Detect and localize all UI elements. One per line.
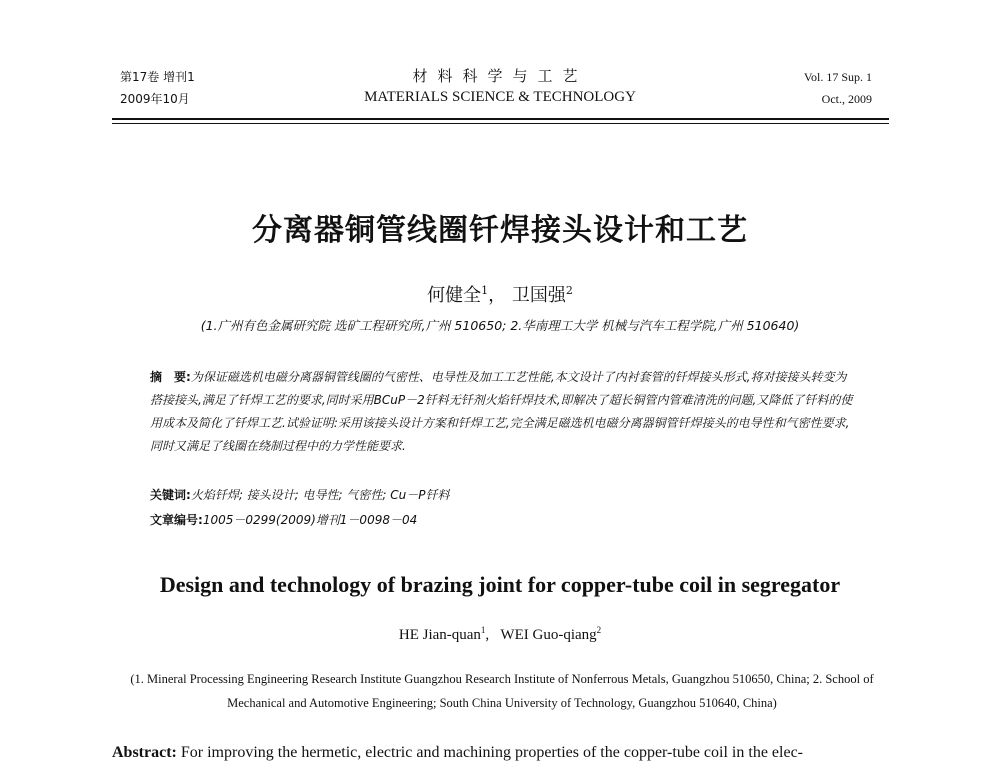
author-separator-cn: ，	[488, 285, 507, 306]
journal-name-cn: 材料科学与工艺	[412, 67, 588, 85]
article-id-cn	[150, 511, 855, 528]
header-volume: 第17卷 增刊1	[120, 70, 195, 84]
author-1-cn: 何健全	[427, 285, 482, 306]
header-date-cn: 2009年10月	[120, 92, 190, 106]
abstract-en	[112, 744, 902, 762]
header-vol-en	[804, 66, 872, 110]
paper-title-en: Design and technology of brazing joint for copper-tube coil in segregator	[159, 572, 841, 597]
header-rule-thick	[112, 118, 889, 120]
authors-cn	[0, 281, 1000, 307]
author-1-affil-mark-en: 1	[480, 625, 486, 635]
author-1-affil-mark: 1	[481, 284, 489, 297]
author-2-affil-mark: 2	[565, 284, 573, 297]
affiliation-cn: (1.广州有色金属研究院 选矿工程研究所,广州 510650; 2.华南理工大学 机械与汽车工程学院,广州 510640)	[200, 318, 800, 333]
author-separator-en: ,	[485, 627, 490, 643]
abstract-text-cn: 为保证磁选机电磁分离器铜管线圈的气密性、电导性及加工工艺性能,本文设计了内衬套管的钎焊接头形式,将对接接头转变为搭接接头,满足了钎焊工艺的要求,同时采用BCuP－2钎料无钎剂火焰钎焊技术,即解决了超长铜管内管难清洗的问题,又降低了钎料的使用成本及简化了钎焊工艺.试验证明:采用该接头设计方案和钎焊工艺,完全满足磁选机电磁分离器铜管钎焊接头的电导性和气密性要求,同时又满足了线圈在绕制过程中的力学性能要求.	[150, 370, 853, 453]
header-date-en: Oct., 2009	[821, 92, 872, 106]
article-id-label: 文章编号:	[150, 513, 203, 527]
author-2-affil-mark-en: 2	[596, 625, 602, 635]
header-rule-thin	[112, 123, 889, 124]
author-1-en: HE Jian-quan	[398, 627, 481, 643]
authors-en	[0, 625, 1000, 644]
author-2-en: WEI Guo-qiang	[500, 627, 597, 643]
abstract-text-en: For improving the hermetic, electric and machining properties of the copper-tube coil in the elec-	[180, 744, 803, 761]
abstract-label-en: Abstract:	[112, 744, 177, 761]
keywords-text-cn: 火焰钎焊; 接头设计; 电导性; 气密性; Cu－P钎料	[190, 488, 450, 502]
keywords-label-cn: 关键词:	[150, 488, 191, 502]
paper-title-cn: 分离器铜管线圈钎焊接头设计和工艺	[252, 213, 748, 248]
header-volume-en: Vol. 17 Sup. 1	[803, 70, 872, 84]
abstract-label-cn: 摘 要:	[150, 370, 191, 384]
affiliation-en: (1. Mineral Processing Engineering Research Institute Guangzhou Research Institute of Nonferrous Metals, Guangzhou 510650, China; 2. School of Mechanical and Automotive Engineering; South China University of Technology, Guangzhou 510640, China)	[130, 672, 874, 710]
abstract-cn	[150, 366, 855, 458]
author-2-cn: 卫国强	[511, 285, 566, 306]
article-id-text: 1005－0299(2009)增刊1－0098－04	[202, 513, 418, 527]
journal-name-en: MATERIALS SCIENCE & TECHNOLOGY	[364, 89, 636, 105]
keywords-cn	[150, 486, 855, 503]
